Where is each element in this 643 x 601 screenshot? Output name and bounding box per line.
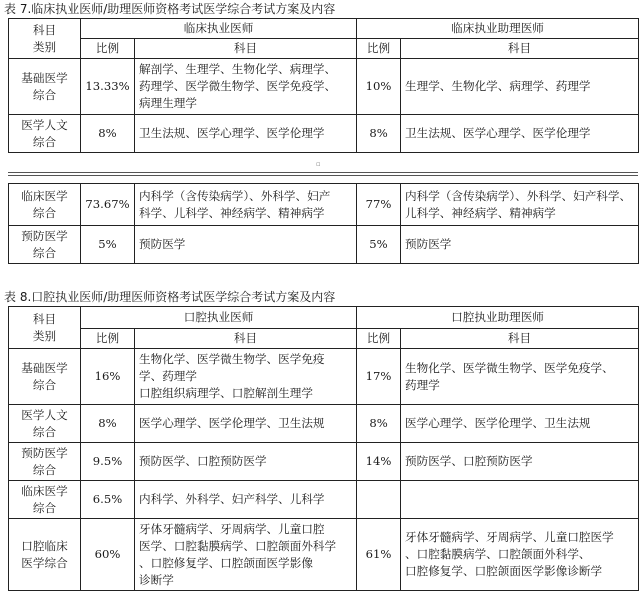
row-category: 临床医学 综合 [9,481,81,519]
row-ratio-a: 60% [81,519,135,591]
row-subjects-a: 内科学（含传染病学）、外科学、妇产 科学、儿科学、神经病学、精神病学 [135,184,357,226]
row-subjects-b: 生物化学、医学微生物学、医学免疫学、 药理学 [401,349,639,405]
table8-header-group-b: 口腔执业助理医师 [357,307,639,329]
row-ratio-b: 17% [357,349,401,405]
row-subjects-b: 生理学、生物化学、病理学、药理学 [401,59,639,115]
table8-header-ratio-b: 比例 [357,329,401,349]
row-category: 基础医学 综合 [9,59,81,115]
table-row [9,115,639,153]
row-category: 医学人文 综合 [9,405,81,443]
table-row [9,519,639,591]
table-row [9,226,639,264]
table8-header-ratio-a: 比例 [81,329,135,349]
row-ratio-b: 61% [357,519,401,591]
row-ratio-b: 77% [357,184,401,226]
row-subjects-b: 内科学（含传染病学）、外科学、妇产科学、 儿科学、神经病学、精神病学 [401,184,639,226]
row-ratio-a: 8% [81,115,135,153]
row-subjects-a: 生物化学、医学微生物学、医学免疫 学、药理学 口腔组织病理学、口腔解剖生理学 [135,349,357,405]
row-ratio-a: 5% [81,226,135,264]
row-subjects-b [401,481,639,519]
row-subjects-b: 预防医学 [401,226,639,264]
row-ratio-a: 73.67% [81,184,135,226]
row-subjects-a: 内科学、外科学、妇产科学、儿科学 [135,481,357,519]
row-ratio-b: 8% [357,115,401,153]
row-subjects-a: 牙体牙髓病学、牙周病学、儿童口腔 医学、口腔黏膜病学、口腔颌面外科学 、口腔修复学、口腔颌面医学影像 诊断学 [135,519,357,591]
page-break-divider [8,172,638,173]
row-subjects-a: 卫生法规、医学心理学、医学伦理学 [135,115,357,153]
table8 [8,306,639,591]
table8-header-subject-a: 科目 [135,329,357,349]
row-ratio-a: 8% [81,405,135,443]
row-subjects-a: 预防医学、口腔预防医学 [135,443,357,481]
page-break-divider [8,175,638,176]
table7-header-ratio-a: 比例 [81,39,135,59]
row-ratio-b: 8% [357,405,401,443]
page-break-mark: ▫ [316,160,321,168]
table7-header-ratio-b: 比例 [357,39,401,59]
table-row [9,184,639,226]
row-ratio-b: 10% [357,59,401,115]
table-row [9,443,639,481]
table7-header-subject-b: 科目 [401,39,639,59]
row-subjects-b: 牙体牙髓病学、牙周病学、儿童口腔医学 、口腔黏膜病学、口腔颌面外科学、 口腔修复学、口腔颌面医学影像诊断学 [401,519,639,591]
row-subjects-b: 预防医学、口腔预防医学 [401,443,639,481]
row-ratio-b: 5% [357,226,401,264]
row-subjects-b: 医学心理学、医学伦理学、卫生法规 [401,405,639,443]
row-category: 基础医学 综合 [9,349,81,405]
row-subjects-a: 解剖学、生理学、生物化学、病理学、 药理学、医学微生物学、医学免疫学、 病理生理学 [135,59,357,115]
row-category: 预防医学 综合 [9,443,81,481]
row-ratio-b [357,481,401,519]
table8-caption: 表 8.口腔执业医师/助理医师资格考试医学综合考试方案及内容 [4,290,336,304]
table8-header-subject-type: 科目 类别 [9,307,81,349]
row-ratio-a: 9.5% [81,443,135,481]
row-subjects-b: 卫生法规、医学心理学、医学伦理学 [401,115,639,153]
row-subjects-a: 预防医学 [135,226,357,264]
row-category: 预防医学 综合 [9,226,81,264]
table7-header-subject-a: 科目 [135,39,357,59]
table7-header-group-a: 临床执业医师 [81,19,357,39]
table7-header-group-b: 临床执业助理医师 [357,19,639,39]
table8-header-subject-b: 科目 [401,329,639,349]
table7-caption: 表 7.临床执业医师/助理医师资格考试医学综合考试方案及内容 [4,2,336,16]
table-row [9,59,639,115]
row-ratio-a: 16% [81,349,135,405]
table8-header-group-a: 口腔执业医师 [81,307,357,329]
row-ratio-a: 6.5% [81,481,135,519]
row-category: 医学人文 综合 [9,115,81,153]
table7-header-subject-type: 科目 类别 [9,19,81,59]
table7-part2 [8,183,639,264]
table7-part1 [8,18,639,153]
table-row [9,481,639,519]
table-row [9,405,639,443]
table-row [9,349,639,405]
row-ratio-a: 13.33% [81,59,135,115]
row-category: 临床医学 综合 [9,184,81,226]
row-ratio-b: 14% [357,443,401,481]
row-subjects-a: 医学心理学、医学伦理学、卫生法规 [135,405,357,443]
row-category: 口腔临床 医学综合 [9,519,81,591]
